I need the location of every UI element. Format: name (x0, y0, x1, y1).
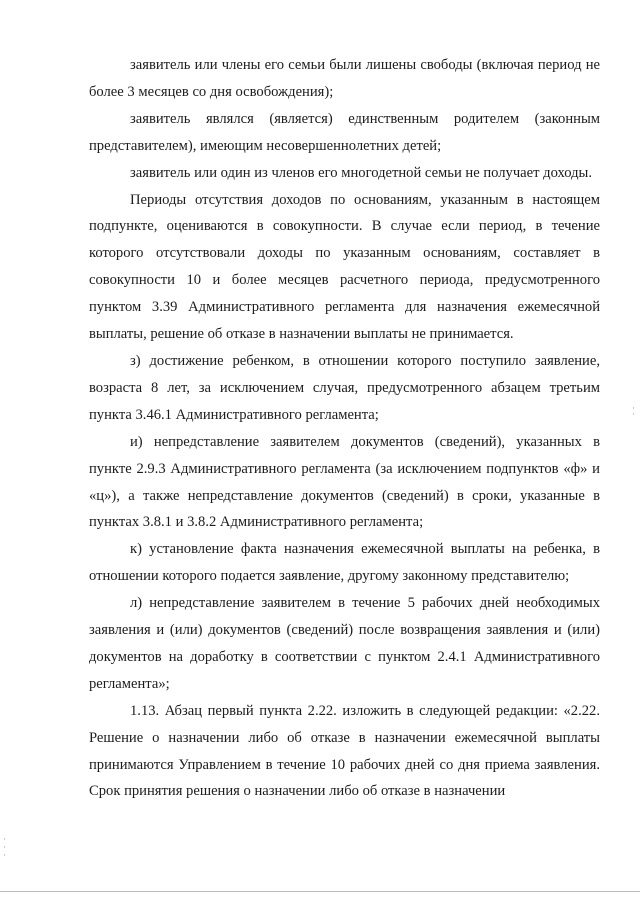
paragraph-periods-of-no-income: Периоды отсутствия доходов по основаниям, указанным в настоящем подпункте, оцениваются в совокупности. В случае если период, в течение которого отсутствовали доходы по указанным основаниям, составляет в совокупности 10 и более месяцев расчетного периода, предусмотренного пунктом 3.39 Административного регламента для назначения ежемесячной выплаты, решение об отказе в назначении выплаты не принимается. (89, 191, 600, 343)
scan-speck (4, 838, 5, 840)
scan-speck (4, 846, 5, 848)
scan-speck (633, 413, 634, 415)
paragraph-item-k: к) установление факта назначения ежемесячной выплаты на ребенка, в отношении которого подается заявление, другому законному представителю; (89, 541, 600, 585)
paragraph-item-l: л) непредставление заявителем в течение 5 рабочих дней необходимых заявления и (или) документов (сведений) после возвращения заявления и (или) документов на доработку в соответствии с пунктом 2.4.1 Административного регламента»; (89, 595, 600, 692)
paragraph-item-i: и) непредставление заявителем документов (сведений), указанных в пункте 2.9.3 Административного регламента (за исключением подпунктов «ф» и «ц»), а также непредставление документов (сведений) в сроки, указанные в пунктах 3.8.1 и 3.8.2 Административного регламента; (89, 433, 600, 531)
paragraph-large-family-no-income: заявитель или один из членов его многодетной семьи не получает доходы. (130, 164, 593, 181)
paragraph-1-13: 1.13. Абзац первый пункта 2.22. изложить в следующей редакции: «2.22. Решение о назначении либо об отказе в назначении ежемесячной выплаты принимаются Управлением в течение 10 рабочих дней со дня приема заявления. Срок принятия решения о назначении либо об отказе в назначении (89, 702, 600, 800)
scan-edge-line (0, 891, 640, 892)
paragraph-single-parent: заявитель являлся (является) единственным родителем (законным представителем), имеющим несовершеннолетних детей; (89, 110, 600, 154)
paragraph-item-z: з) достижение ребенком, в отношении которого поступило заявление, возраста 8 лет, за исключением случая, предусмотренного абзацем третьим пункта 3.46.1 Административного регламента; (89, 352, 600, 423)
scan-speck (4, 854, 5, 856)
scan-speck (633, 407, 634, 409)
document-body (89, 52, 600, 805)
paragraph-deprived-of-liberty: заявитель или члены его семьи были лишены свободы (включая период не более 3 месяцев со дня освобождения); (89, 57, 600, 100)
